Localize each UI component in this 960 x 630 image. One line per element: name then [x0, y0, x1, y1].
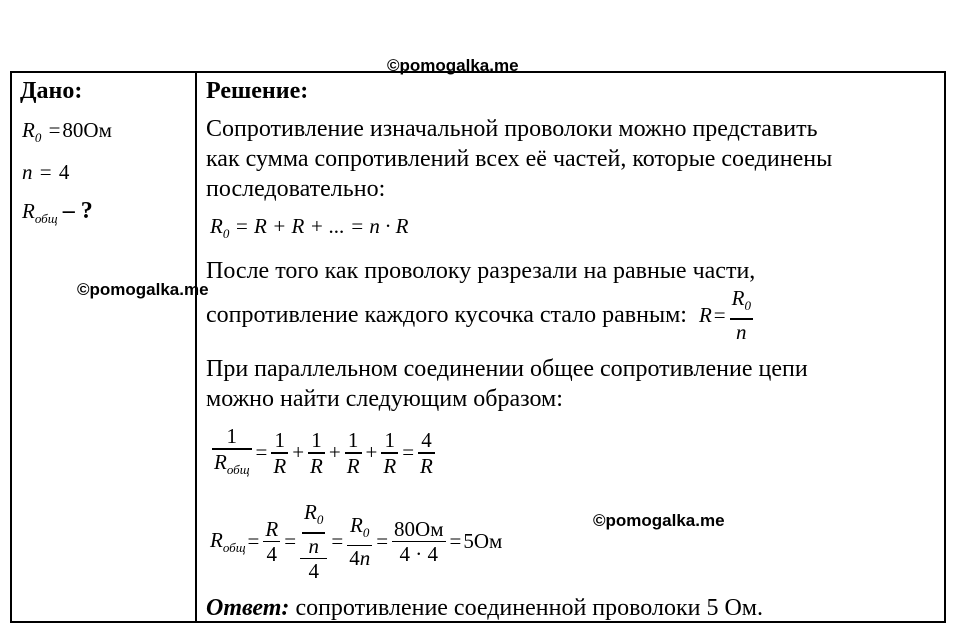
given-n: n = 4	[22, 160, 70, 184]
sum-result-numerator: 4	[421, 428, 432, 452]
given-n-value: 4	[58, 160, 70, 184]
paragraph-3-line-2: можно найти следующим образом:	[206, 386, 563, 412]
given-unknown: $R_{общ}$ – ?	[22, 198, 93, 226]
paragraph-2-line-2: сопротивление каждого кусочка стало равным:	[206, 301, 687, 328]
formula-series-rhs: = R + R + ... = n · R	[234, 214, 409, 238]
paragraph-1-line-3: последовательно:	[206, 176, 386, 202]
solution-paragraph-3	[206, 354, 808, 414]
watermark-left: ©pomogalka.me	[77, 280, 209, 299]
answer-label: Ответ:	[206, 595, 290, 621]
given-unknown-suffix: – ?	[62, 198, 93, 224]
solution-paragraph-2	[206, 256, 755, 344]
paragraph-2-line-1: После того как проволоку разрезали на равные части,	[206, 258, 756, 284]
given-unknown-subscript: общ	[34, 211, 58, 226]
watermark-right: ©pomogalka.me	[593, 511, 725, 530]
calc-numerator: 80Ом	[394, 516, 444, 541]
formula-final-calculation: $R_{общ}$ = $\frac{R}{4}$ = $\frac{\frac{R_0}{n}}{4}$ = $\frac{R_0}{4n}$ = $\frac{80Ом}{4 \cdot 4}$ = 5Ом	[210, 500, 503, 583]
table-column-divider	[195, 71, 197, 623]
calc-denominator: 4 · 4	[399, 542, 439, 567]
answer-line	[206, 593, 763, 623]
given-header: Дано:	[20, 78, 83, 104]
paragraph-3-line-1: При параллельном соединении общее сопротивление цепи	[206, 356, 808, 382]
given-r0-value: 80Ом	[62, 118, 112, 142]
formula-parallel-sum: $\frac{1}{R_{общ}}$ = $\frac{1}{R}$ + $\frac{1}{R}$ + $\frac{1}{R}$ + $\frac{1}{R}$ = $\frac{4}{R}$	[214, 424, 433, 478]
solution-header: Решение:	[206, 78, 309, 104]
formula-piece-resistance: R = $\frac{R_0}{n}$	[698, 286, 751, 344]
given-r0: $R_0 =80Ом$	[22, 118, 112, 145]
solution-paragraph-1	[206, 114, 832, 204]
formula-series-sum: $R_0 = R + R$ + ... = n · R	[210, 214, 409, 241]
answer-text: сопротивление соединенной проволоки 5 Ом.	[295, 595, 763, 621]
paragraph-1-line-1: Сопротивление изначальной проволоки можно представить	[206, 116, 818, 142]
calc-result: 5Ом	[463, 529, 503, 553]
watermark-top: ©pomogalka.me	[387, 56, 519, 75]
paragraph-1-line-2: как сумма сопротивлений всех её частей, которые соединены	[206, 146, 833, 172]
